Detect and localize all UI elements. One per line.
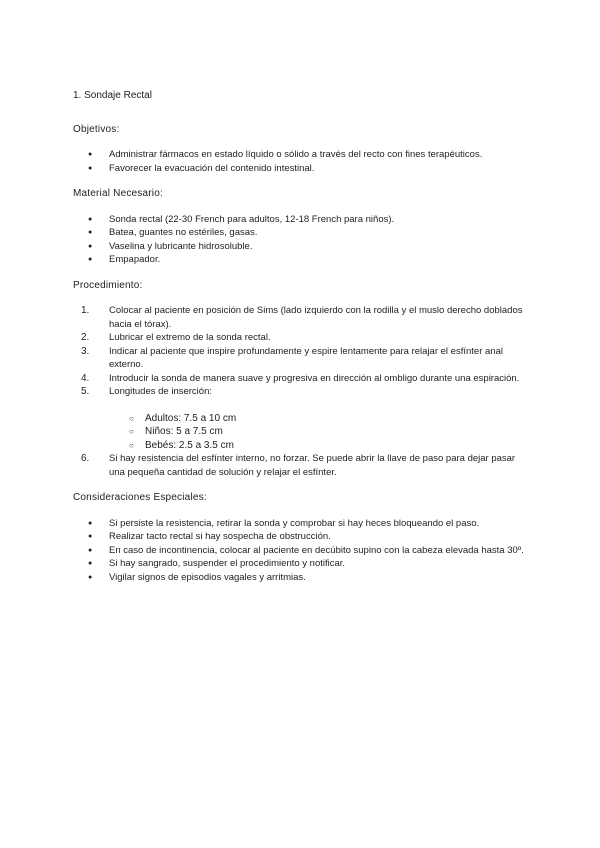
step-text: Colocar al paciente en posición de Sims (lado izquierdo con la rodilla y el muslo derecho doblados hacia el tórax). bbox=[109, 305, 523, 330]
list-item: ● Si persiste la resistencia, retirar la sonda y comprobar si hay heces bloqueando el paso. bbox=[73, 517, 533, 531]
procedimiento-list bbox=[73, 304, 533, 479]
step-number: 1. bbox=[81, 305, 90, 316]
insertion-lengths-list bbox=[109, 412, 533, 453]
list-item: ● Favorecer la evacuación del contenido intestinal. bbox=[73, 162, 533, 176]
step-text: Introducir la sonda de manera suave y progresiva en dirección al ombligo durante una espiración. bbox=[109, 372, 520, 384]
sub-list-item: ○ Niños: 5 a 7.5 cm bbox=[109, 425, 533, 439]
step-number: 3. bbox=[81, 345, 90, 357]
section-heading-consideraciones: Consideraciones Especiales: bbox=[73, 492, 207, 503]
step-number: 6. bbox=[81, 453, 90, 464]
list-item: ● Administrar fármacos en estado líquido o sólido a través del recto con fines terapéuticos. bbox=[73, 148, 533, 162]
step-item bbox=[73, 345, 533, 372]
step-text: Si hay resistencia del esfínter interno, no forzar. Se puede abrir la llave de paso para dejar pasar una pequeña cantidad de solución y relajar el esfínter. bbox=[109, 453, 516, 478]
step-text: Longitudes de inserción: bbox=[109, 386, 212, 397]
step-item bbox=[73, 452, 533, 479]
step-number: 5. bbox=[81, 386, 90, 397]
section-heading-procedimiento: Procedimiento: bbox=[73, 279, 143, 291]
step-text: Lubricar el extremo de la sonda rectal. bbox=[109, 332, 271, 343]
step-number: 4. bbox=[81, 372, 90, 384]
step-item bbox=[73, 331, 533, 345]
list-item: ● Sonda rectal (22-30 French para adultos, 12-18 French para niños). bbox=[73, 213, 533, 227]
sub-list-item: ○ Adultos: 7.5 a 10 cm bbox=[109, 412, 533, 426]
document-title: 1. Sondaje Rectal bbox=[73, 90, 152, 101]
consideraciones-list bbox=[73, 517, 533, 585]
objetivos-list bbox=[73, 148, 533, 175]
list-item: ● Vaselina y lubricante hidrosoluble. bbox=[73, 240, 533, 254]
step-item bbox=[73, 304, 533, 331]
list-item: ● En caso de incontinencia, colocar al paciente en decúbito supino con la cabeza elevada hasta 30º. bbox=[73, 544, 533, 558]
section-heading-material: Material Necesario: bbox=[73, 188, 163, 199]
list-item: ● Realizar tacto rectal si hay sospecha de obstrucción. bbox=[73, 530, 533, 544]
step-number: 2. bbox=[81, 332, 90, 343]
material-list bbox=[73, 213, 533, 267]
step-text: Indicar al paciente que inspire profundamente y espire lentamente para relajar el esfínter anal externo. bbox=[109, 345, 503, 370]
list-item: ● Vigilar signos de episodios vagales y arritmias. bbox=[73, 571, 533, 585]
step-item bbox=[73, 385, 533, 452]
list-item: ● Si hay sangrado, suspender el procedimiento y notificar. bbox=[73, 557, 533, 571]
section-heading-objetivos: Objetivos: bbox=[73, 123, 120, 135]
sub-list-item: ○ Bebés: 2.5 a 3.5 cm bbox=[109, 439, 533, 453]
list-item: ● Empapador. bbox=[73, 253, 533, 267]
list-item: ● Batea, guantes no estériles, gasas. bbox=[73, 226, 533, 240]
step-item bbox=[73, 372, 533, 386]
document-page bbox=[73, 89, 533, 596]
